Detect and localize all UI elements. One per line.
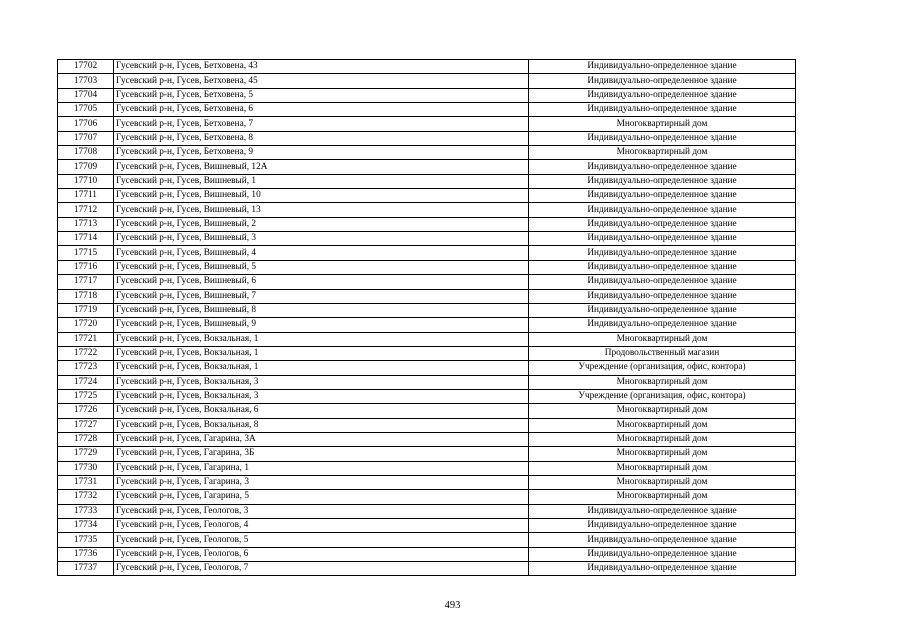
address-cell: Гусевский р-н, Гусев, Бетховена, 5 [114,88,529,102]
table-row [58,146,796,160]
table-row [58,246,796,260]
row-id-cell: 17723 [58,361,114,375]
building-type-cell: Многоквартирный дом [529,447,796,461]
address-cell: Гусевский р-н, Гусев, Бетховена, 7 [114,117,529,131]
row-id-cell: 17703 [58,74,114,88]
address-cell: Гусевский р-н, Гусев, Вишневый, 7 [114,289,529,303]
table-row [58,117,796,131]
building-type-cell: Многоквартирный дом [529,332,796,346]
building-type-cell: Продовольственный магазин [529,346,796,360]
table-row [58,490,796,504]
table-row [58,332,796,346]
address-cell: Гусевский р-н, Гусев, Вишневый, 6 [114,275,529,289]
building-type-cell: Индивидуально-определенное здание [529,519,796,533]
row-id-cell: 17702 [58,60,114,74]
table-row [58,432,796,446]
address-cell: Гусевский р-н, Гусев, Вокзальная, 6 [114,404,529,418]
building-type-cell: Многоквартирный дом [529,475,796,489]
row-id-cell: 17737 [58,562,114,576]
address-table [57,59,796,576]
address-cell: Гусевский р-н, Гусев, Бетховена, 8 [114,131,529,145]
building-type-cell: Индивидуально-определенное здание [529,217,796,231]
address-cell: Гусевский р-н, Гусев, Вишневый, 4 [114,246,529,260]
building-type-cell: Индивидуально-определенное здание [529,547,796,561]
address-cell: Гусевский р-н, Гусев, Вишневый, 5 [114,260,529,274]
table-row [58,375,796,389]
building-type-cell: Многоквартирный дом [529,490,796,504]
building-type-cell: Индивидуально-определенное здание [529,232,796,246]
row-id-cell: 17733 [58,504,114,518]
table-row [58,74,796,88]
building-type-cell: Индивидуально-определенное здание [529,289,796,303]
address-cell: Гусевский р-н, Гусев, Бетховена, 45 [114,74,529,88]
table-row [58,303,796,317]
table-row [58,103,796,117]
row-id-cell: 17704 [58,88,114,102]
building-type-cell: Индивидуально-определенное здание [529,533,796,547]
building-type-cell: Индивидуально-определенное здание [529,303,796,317]
building-type-cell: Многоквартирный дом [529,404,796,418]
table-row [58,418,796,432]
address-cell: Гусевский р-н, Гусев, Бетховена, 43 [114,60,529,74]
building-type-cell: Многоквартирный дом [529,418,796,432]
table-row [58,389,796,403]
table-row [58,60,796,74]
table-row [58,189,796,203]
address-cell: Гусевский р-н, Гусев, Вишневый, 12А [114,160,529,174]
table-row [58,404,796,418]
address-cell: Гусевский р-н, Гусев, Бетховена, 9 [114,146,529,160]
building-type-cell: Индивидуально-определенное здание [529,260,796,274]
row-id-cell: 17731 [58,475,114,489]
address-cell: Гусевский р-н, Гусев, Вокзальная, 3 [114,389,529,403]
table-row [58,260,796,274]
page-number: 493 [444,600,461,611]
row-id-cell: 17725 [58,389,114,403]
building-type-cell: Индивидуально-определенное здание [529,160,796,174]
address-cell: Гусевский р-н, Гусев, Вишневый, 9 [114,318,529,332]
address-cell: Гусевский р-н, Гусев, Геологов, 4 [114,519,529,533]
table-row [58,318,796,332]
row-id-cell: 17734 [58,519,114,533]
table-row [58,461,796,475]
address-table-body [58,60,796,576]
building-type-cell: Многоквартирный дом [529,375,796,389]
row-id-cell: 17719 [58,303,114,317]
table-row [58,562,796,576]
row-id-cell: 17718 [58,289,114,303]
table-row [58,475,796,489]
table-row [58,174,796,188]
address-cell: Гусевский р-н, Гусев, Вокзальная, 1 [114,361,529,375]
address-cell: Гусевский р-н, Гусев, Гагарина, 3Б [114,447,529,461]
address-cell: Гусевский р-н, Гусев, Бетховена, 6 [114,103,529,117]
table-row [58,447,796,461]
address-cell: Гусевский р-н, Гусев, Вокзальная, 8 [114,418,529,432]
building-type-cell: Многоквартирный дом [529,461,796,475]
row-id-cell: 17714 [58,232,114,246]
row-id-cell: 17707 [58,131,114,145]
address-cell: Гусевский р-н, Гусев, Вокзальная, 3 [114,375,529,389]
address-cell: Гусевский р-н, Гусев, Вишневый, 10 [114,189,529,203]
table-row [58,533,796,547]
row-id-cell: 17729 [58,447,114,461]
row-id-cell: 17727 [58,418,114,432]
building-type-cell: Индивидуально-определенное здание [529,562,796,576]
address-cell: Гусевский р-н, Гусев, Вишневый, 2 [114,217,529,231]
row-id-cell: 17715 [58,246,114,260]
table-row [58,88,796,102]
building-type-cell: Учреждение (организация, офис, контора) [529,361,796,375]
building-type-cell: Индивидуально-определенное здание [529,103,796,117]
row-id-cell: 17728 [58,432,114,446]
row-id-cell: 17732 [58,490,114,504]
row-id-cell: 17726 [58,404,114,418]
building-type-cell: Индивидуально-определенное здание [529,203,796,217]
address-cell: Гусевский р-н, Гусев, Вокзальная, 1 [114,332,529,346]
row-id-cell: 17722 [58,346,114,360]
row-id-cell: 17721 [58,332,114,346]
building-type-cell: Многоквартирный дом [529,432,796,446]
table-row [58,232,796,246]
row-id-cell: 17705 [58,103,114,117]
address-cell: Гусевский р-н, Гусев, Геологов, 6 [114,547,529,561]
address-cell: Гусевский р-н, Гусев, Геологов, 7 [114,562,529,576]
address-cell: Гусевский р-н, Гусев, Геологов, 5 [114,533,529,547]
table-row [58,547,796,561]
row-id-cell: 17735 [58,533,114,547]
row-id-cell: 17720 [58,318,114,332]
address-cell: Гусевский р-н, Гусев, Вишневый, 1 [114,174,529,188]
address-cell: Гусевский р-н, Гусев, Гагарина, 1 [114,461,529,475]
table-row [58,519,796,533]
address-cell: Гусевский р-н, Гусев, Вишневый, 8 [114,303,529,317]
table-row [58,289,796,303]
building-type-cell: Индивидуально-определенное здание [529,318,796,332]
address-cell: Гусевский р-н, Гусев, Гагарина, 3 [114,475,529,489]
building-type-cell: Индивидуально-определенное здание [529,88,796,102]
table-row [58,275,796,289]
table-row [58,361,796,375]
building-type-cell: Индивидуально-определенное здание [529,504,796,518]
row-id-cell: 17730 [58,461,114,475]
table-row [58,160,796,174]
building-type-cell: Индивидуально-определенное здание [529,189,796,203]
address-cell: Гусевский р-н, Гусев, Вишневый, 13 [114,203,529,217]
building-type-cell: Многоквартирный дом [529,117,796,131]
row-id-cell: 17709 [58,160,114,174]
building-type-cell: Индивидуально-определенное здание [529,174,796,188]
address-cell: Гусевский р-н, Гусев, Вокзальная, 1 [114,346,529,360]
building-type-cell: Индивидуально-определенное здание [529,60,796,74]
table-row [58,346,796,360]
row-id-cell: 17710 [58,174,114,188]
row-id-cell: 17713 [58,217,114,231]
building-type-cell: Индивидуально-определенное здание [529,275,796,289]
address-cell: Гусевский р-н, Гусев, Вишневый, 3 [114,232,529,246]
row-id-cell: 17717 [58,275,114,289]
row-id-cell: 17724 [58,375,114,389]
row-id-cell: 17716 [58,260,114,274]
row-id-cell: 17708 [58,146,114,160]
building-type-cell: Многоквартирный дом [529,146,796,160]
row-id-cell: 17736 [58,547,114,561]
table-row [58,217,796,231]
building-type-cell: Индивидуально-определенное здание [529,74,796,88]
building-type-cell: Индивидуально-определенное здание [529,246,796,260]
building-type-cell: Учреждение (организация, офис, контора) [529,389,796,403]
building-type-cell: Индивидуально-определенное здание [529,131,796,145]
row-id-cell: 17711 [58,189,114,203]
address-cell: Гусевский р-н, Гусев, Гагарина, 3А [114,432,529,446]
table-row [58,504,796,518]
address-cell: Гусевский р-н, Гусев, Геологов, 3 [114,504,529,518]
table-row [58,131,796,145]
row-id-cell: 17712 [58,203,114,217]
table-row [58,203,796,217]
address-cell: Гусевский р-н, Гусев, Гагарина, 5 [114,490,529,504]
row-id-cell: 17706 [58,117,114,131]
